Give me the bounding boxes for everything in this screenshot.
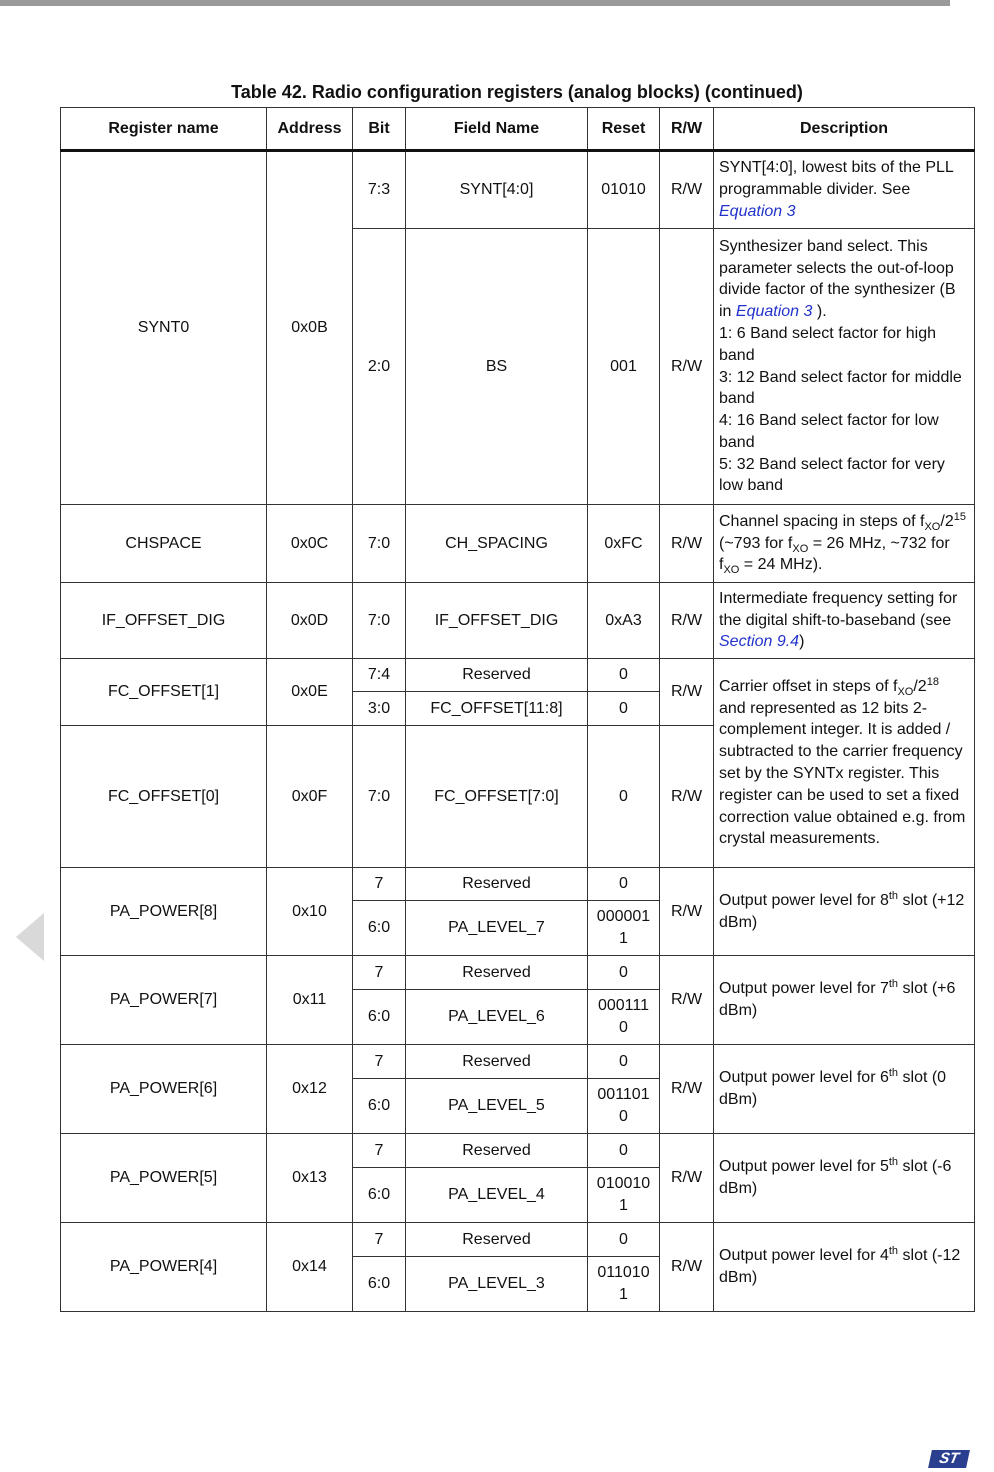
address-cell: 0x10	[267, 868, 353, 956]
field-cell: BS	[406, 229, 588, 505]
reset-cell: 0100101	[588, 1168, 660, 1223]
address-cell: 0x14	[267, 1223, 353, 1312]
rw-cell: R/W	[660, 229, 714, 505]
col-field-name: Field Name	[406, 108, 588, 151]
ordinal-suffix: th	[888, 1245, 899, 1258]
subscript-xo: XO	[924, 520, 941, 533]
field-cell: Reserved	[406, 1223, 588, 1257]
address-cell: 0x12	[267, 1045, 353, 1134]
rw-cell: R/W	[660, 1045, 714, 1134]
exponent: 15	[953, 510, 966, 523]
description-cell	[714, 868, 975, 956]
address-cell: 0x0C	[267, 505, 353, 583]
exponent: 18	[926, 675, 939, 688]
reset-cell: 0	[588, 659, 660, 692]
col-bit: Bit	[353, 108, 406, 151]
reset-cell: 0	[588, 1223, 660, 1257]
table-row	[61, 1045, 975, 1079]
rw-cell: R/W	[660, 505, 714, 583]
address-cell: 0x13	[267, 1134, 353, 1223]
description-cell	[714, 1223, 975, 1312]
register-name-cell: CHSPACE	[61, 505, 267, 583]
field-cell: PA_LEVEL_7	[406, 901, 588, 956]
description-cell	[714, 1134, 975, 1223]
description-text: (~793 for f	[719, 534, 793, 552]
description-text: and represented as 12 bits 2-complement integer. It is added / subtracted to the carrier frequency set by the SYNTx register. This register can be used to set a fixed correction value obtained e.g. from crystal measurements.	[719, 699, 966, 848]
field-cell: CH_SPACING	[406, 505, 588, 583]
col-rw: R/W	[660, 108, 714, 151]
address-cell: 0x11	[267, 956, 353, 1045]
rw-cell: R/W	[660, 1223, 714, 1312]
equation-link[interactable]: Equation 3	[719, 202, 796, 220]
description-text: slot (0 dBm)	[719, 1069, 947, 1108]
band-option: 1: 6 Band select factor for high band	[719, 324, 937, 364]
bit-cell: 7	[353, 1223, 406, 1257]
reset-cell: 0	[588, 692, 660, 726]
description-cell	[714, 659, 975, 868]
description-cell	[714, 505, 975, 583]
description-text: /2	[940, 512, 954, 530]
field-cell: Reserved	[406, 1045, 588, 1079]
rw-cell: R/W	[660, 1134, 714, 1223]
description-text: /2	[913, 677, 927, 695]
reset-cell: 0011010	[588, 1079, 660, 1134]
reset-cell: 0	[588, 1134, 660, 1168]
description-text: slot (+12 dBm)	[719, 891, 965, 931]
field-cell: IF_OFFSET_DIG	[406, 583, 588, 659]
reset-cell: 0000011	[588, 901, 660, 956]
reset-cell: 0xA3	[588, 583, 660, 659]
register-name-cell: FC_OFFSET[0]	[61, 726, 267, 868]
bit-cell: 7	[353, 1045, 406, 1079]
band-option: 3: 12 Band select factor for middle band	[719, 368, 962, 408]
field-cell: FC_OFFSET[11:8]	[406, 692, 588, 726]
description-cell	[714, 956, 975, 1045]
address-cell: 0x0F	[267, 726, 353, 868]
col-address: Address	[267, 108, 353, 151]
reset-cell: 0001110	[588, 990, 660, 1045]
equation-link[interactable]: Equation 3	[735, 303, 813, 321]
ordinal-suffix: th	[888, 889, 899, 902]
bit-cell: 7:0	[353, 726, 406, 868]
subscript-xo: XO	[723, 564, 740, 577]
col-register-name: Register name	[61, 108, 267, 151]
register-name-cell: SYNT0	[61, 151, 267, 505]
band-option: 5: 32 Band select factor for very low band	[719, 455, 945, 495]
description-text: slot (+6 dBm)	[719, 980, 956, 1019]
bit-cell: 6:0	[353, 990, 406, 1045]
register-table	[60, 107, 975, 1312]
register-name-cell: PA_POWER[6]	[61, 1045, 267, 1134]
description-text: Output power level for 6	[719, 1069, 889, 1087]
register-name-cell: IF_OFFSET_DIG	[61, 583, 267, 659]
subscript-xo: XO	[792, 542, 809, 555]
field-cell: Reserved	[406, 956, 588, 990]
description-cell	[714, 583, 975, 659]
description-text: SYNT[4:0], lowest bits of the PLL programmable divider. See	[719, 159, 954, 199]
bit-cell: 3:0	[353, 692, 406, 726]
reset-cell: 0	[588, 1045, 660, 1079]
table-row	[61, 151, 975, 229]
description-text: Output power level for 7	[719, 980, 889, 998]
field-cell: Reserved	[406, 659, 588, 692]
description-text: Output power level for 4	[719, 1247, 889, 1265]
bit-cell: 7	[353, 956, 406, 990]
table-header-row	[61, 108, 975, 151]
description-cell	[714, 229, 975, 505]
bit-cell: 7	[353, 1134, 406, 1168]
field-cell: PA_LEVEL_6	[406, 990, 588, 1045]
field-cell: PA_LEVEL_4	[406, 1168, 588, 1223]
field-cell: PA_LEVEL_5	[406, 1079, 588, 1134]
table-row	[61, 956, 975, 990]
ordinal-suffix: th	[888, 1156, 899, 1169]
description-cell	[714, 151, 975, 229]
rw-cell: R/W	[660, 956, 714, 1045]
address-cell: 0x0E	[267, 659, 353, 726]
reset-cell: 0110101	[588, 1257, 660, 1312]
register-name-cell: PA_POWER[5]	[61, 1134, 267, 1223]
description-text: )	[799, 633, 805, 651]
bit-cell: 2:0	[353, 229, 406, 505]
register-name-cell: PA_POWER[4]	[61, 1223, 267, 1312]
section-link[interactable]: Section 9.4	[719, 633, 800, 651]
bit-cell: 7:0	[353, 583, 406, 659]
reset-cell: 0	[588, 956, 660, 990]
rw-cell: R/W	[660, 583, 714, 659]
field-cell: PA_LEVEL_3	[406, 1257, 588, 1312]
subscript-xo: XO	[897, 685, 914, 698]
description-text: slot (-12 dBm)	[719, 1247, 961, 1286]
field-cell: SYNT[4:0]	[406, 151, 588, 229]
table-row	[61, 659, 975, 692]
bit-cell: 6:0	[353, 901, 406, 956]
bit-cell: 7:0	[353, 505, 406, 583]
bit-cell: 7	[353, 868, 406, 901]
description-text: = 26 MHz, ~732 for f	[719, 534, 950, 574]
bit-cell: 7:3	[353, 151, 406, 229]
bit-cell: 6:0	[353, 1168, 406, 1223]
description-text: = 24 MHz).	[739, 556, 823, 574]
table-row	[61, 1134, 975, 1168]
description-text: Output power level for 5	[719, 1158, 889, 1176]
rw-cell: R/W	[660, 151, 714, 229]
reset-cell: 0xFC	[588, 505, 660, 583]
description-text: Output power level for 8	[719, 891, 889, 909]
register-name-cell: PA_POWER[7]	[61, 956, 267, 1045]
reset-cell: 001	[588, 229, 660, 505]
rw-cell: R/W	[660, 726, 714, 868]
st-logo: ST	[928, 1450, 970, 1468]
col-reset: Reset	[588, 108, 660, 151]
description-cell	[714, 1045, 975, 1134]
table-row	[61, 868, 975, 901]
description-paragraph	[719, 236, 970, 323]
table-row	[61, 583, 975, 659]
bit-cell: 7:4	[353, 659, 406, 692]
previous-page-arrow-icon[interactable]	[16, 913, 44, 961]
field-cell: FC_OFFSET[7:0]	[406, 726, 588, 868]
header-rule	[0, 0, 950, 6]
reset-cell: 01010	[588, 151, 660, 229]
rw-cell: R/W	[660, 868, 714, 956]
register-name-cell: FC_OFFSET[1]	[61, 659, 267, 726]
table-row	[61, 505, 975, 583]
rw-cell: R/W	[660, 659, 714, 726]
reset-cell: 0	[588, 868, 660, 901]
register-name-cell: PA_POWER[8]	[61, 868, 267, 956]
description-text: Channel spacing in steps of f	[719, 512, 925, 530]
table-caption: Table 42. Radio configuration registers (analog blocks) (continued)	[231, 82, 803, 102]
field-cell: Reserved	[406, 868, 588, 901]
reset-cell: 0	[588, 726, 660, 868]
description-text: Intermediate frequency setting for the digital shift-to-baseband (see	[719, 589, 958, 629]
address-cell: 0x0B	[267, 151, 353, 505]
bit-cell: 6:0	[353, 1079, 406, 1134]
bit-cell: 6:0	[353, 1257, 406, 1312]
col-description: Description	[714, 108, 975, 151]
description-text: Carrier offset in steps of f	[719, 677, 898, 695]
description-text: ).	[812, 303, 827, 321]
table-row	[61, 1223, 975, 1257]
address-cell: 0x0D	[267, 583, 353, 659]
field-cell: Reserved	[406, 1134, 588, 1168]
description-text: Synthesizer band select. This parameter selects the out-of-loop divide factor of the synthesizer (B in	[719, 237, 956, 321]
band-option: 4: 16 Band select factor for low band	[719, 412, 939, 451]
ordinal-suffix: th	[888, 978, 899, 991]
ordinal-suffix: th	[888, 1067, 899, 1080]
description-text: slot (-6 dBm)	[719, 1158, 952, 1197]
